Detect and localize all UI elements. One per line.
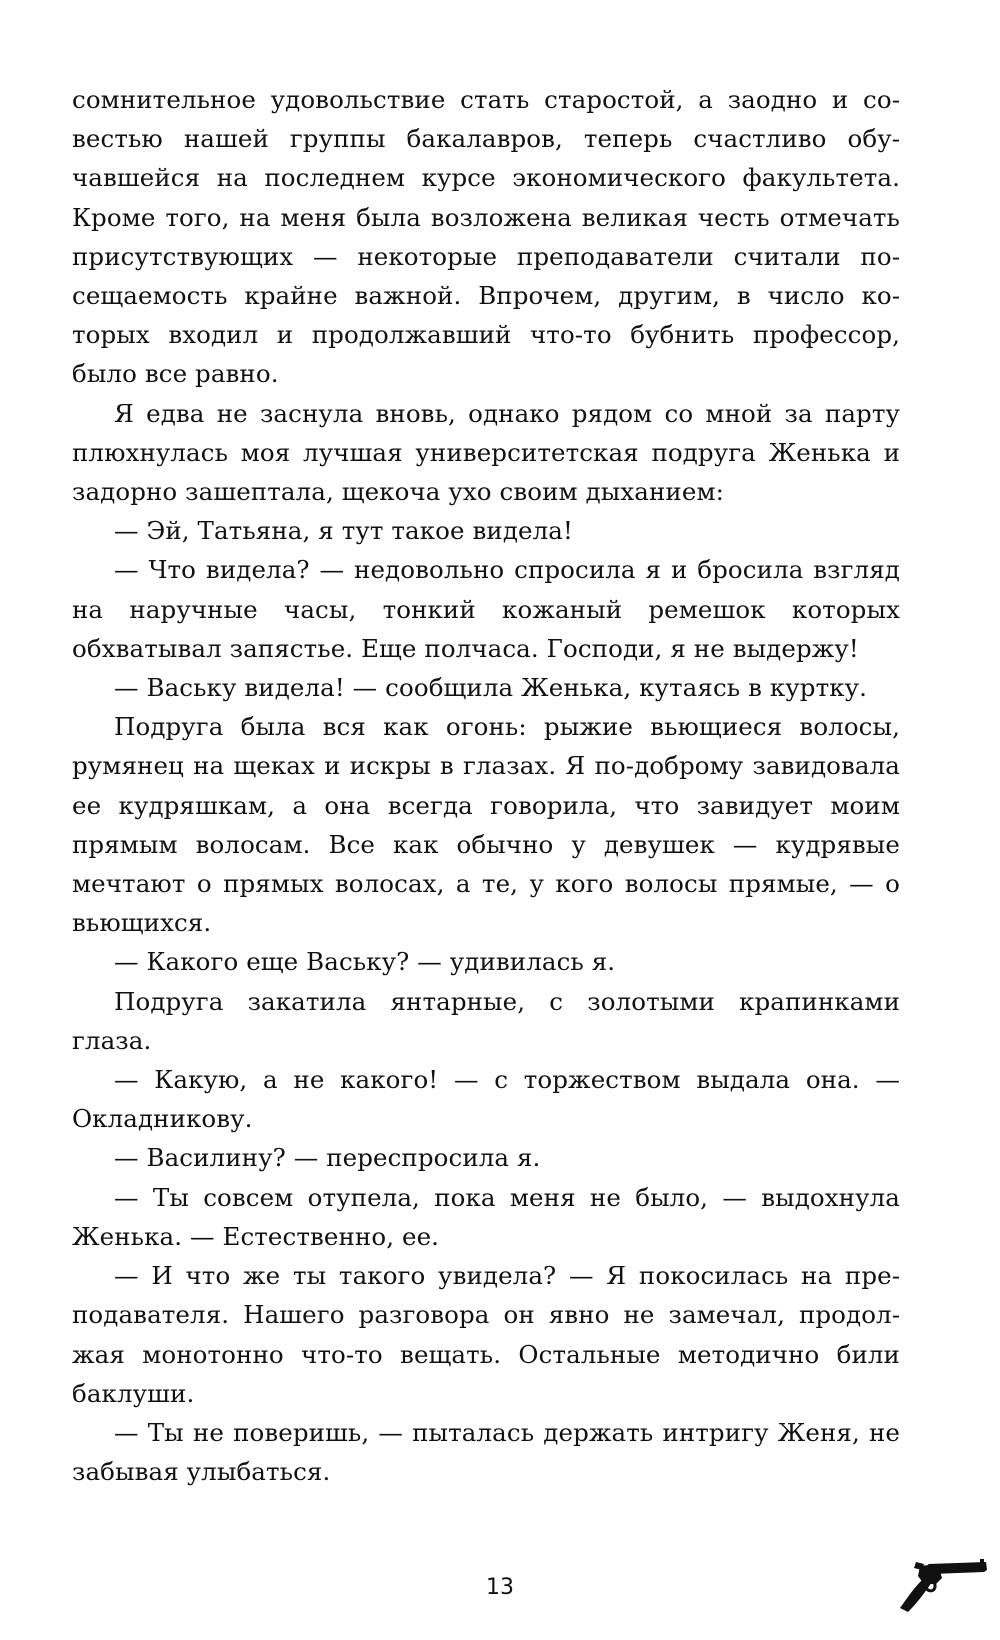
- paragraph-12: — И что же ты такого увидела? — Я покосилась на преподавателя. Нашего разговора он явно не замечал, продолжая монотонно что-то вещать. Остальные методично били баклуши.: [72, 1261, 900, 1408]
- paragraph-13: — Ты не поверишь, — пыталась держать интригу Женя, не забывая улыбаться.: [72, 1417, 900, 1487]
- paragraph-2: Я едва не заснула вновь, однако рядом со мной за парту плюхнулась моя лучшая университетская подруга Женька и задорно зашептала, щекоча ухо своим дыханием:: [72, 398, 900, 507]
- paragraph-4: — Что видела? — недовольно спросила я и бросила взгляд на наручные часы, тонкий кожаный ремешок которых обхватывал запястье. Еще полчаса. Господи, я не выдержу!: [72, 555, 900, 663]
- paragraph-6: Подруга была вся как огонь: рыжие вьющиеся волосы, румянец на щеках и искры в глазах. Я по-доброму завидовала ее кудряшкам, а она всегда говорила, что завидует моим прямым волосам. Все как обычно у девушек — кудрявые мечтают о прямых волосах, а те, у кого волосы прямые, — о вьющихся.: [72, 712, 900, 938]
- paragraph-10: — Василину? — переспросила я.: [114, 1143, 541, 1173]
- paragraph-3: — Эй, Татьяна, я тут такое видела!: [114, 516, 573, 546]
- paragraph-8: Подруга закатила янтарные, с золотыми крапинками глаза.: [72, 986, 900, 1055]
- paragraph-11: — Ты совсем отупела, пока меня не было, — выдохнула Женька. — Естественно, ее.: [72, 1182, 900, 1251]
- body-text: [72, 80, 900, 1491]
- paragraph-9: — Какую, а не какого! — с торжеством выдала она. — Окладникову.: [72, 1065, 900, 1134]
- paragraph-7: — Какого еще Ваську? — удивилась я.: [114, 947, 616, 977]
- revolver-icon: [898, 1558, 988, 1614]
- page-number: 13: [486, 1575, 514, 1600]
- paragraph-1: сомнительное удовольствие стать старостой, а заодно и совестью нашей группы бакалавров, теперь счастливо обучавшейся на последнем курсе экономического факультета. Кроме того, на меня была возложена великая честь отмечать присутствующих — некоторые преподаватели считали посещаемость крайне важной. Впрочем, другим, в число которых входил и продолжавший что-то бубнить профессор, было все равно.: [72, 85, 900, 389]
- paragraph-5: — Ваську видела! — сообщила Женька, кутаясь в куртку.: [114, 673, 868, 703]
